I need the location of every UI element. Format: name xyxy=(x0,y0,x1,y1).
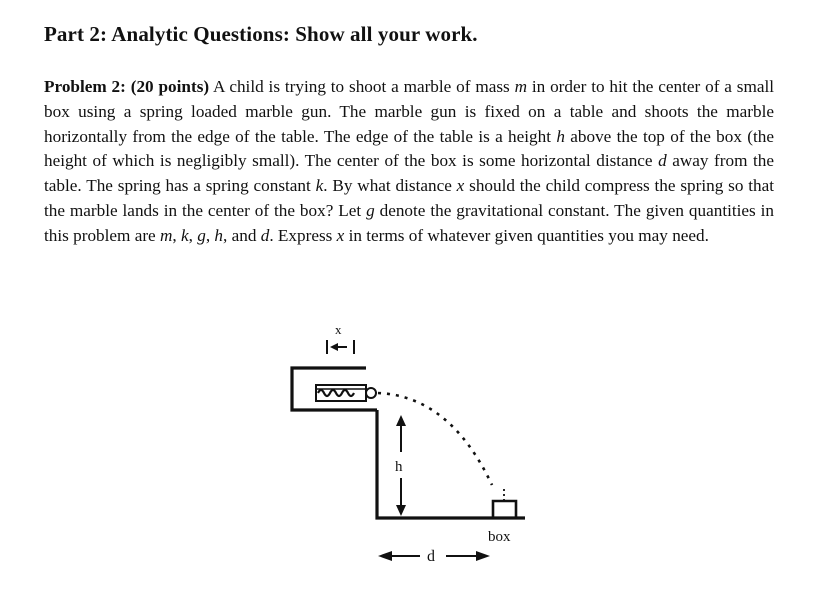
spring-gun xyxy=(316,385,376,401)
var-m: m xyxy=(514,77,527,96)
diagram-svg xyxy=(270,318,570,588)
problem-text: . By what distance xyxy=(323,176,452,196)
problem-label: Problem 2: (20 points) xyxy=(44,77,210,96)
table xyxy=(292,368,525,518)
problem-text: above the top of the box (the height of which is negligibly small). The center of the box is some horizontal distance xyxy=(44,126,774,171)
var-h: h xyxy=(556,126,565,146)
problem-text: in order to hit the center of a small box using a spring loaded marble gun. The marble gun is fixed on a table and shoots the marble horizontally from the edge of the table. The edge of the table is a height xyxy=(44,77,774,146)
problem-text: denote the gravitational constant. The given quantities in this problem are xyxy=(44,200,775,245)
var-d: d xyxy=(658,151,667,171)
var-x: x xyxy=(336,225,345,245)
var-x: x xyxy=(456,176,465,196)
var-h: h xyxy=(214,225,224,245)
var-k: k xyxy=(315,176,324,196)
problem-text: . Express xyxy=(269,225,333,245)
problem-text: , xyxy=(188,225,193,245)
var-g: g xyxy=(366,200,375,220)
box xyxy=(493,489,516,518)
x-label: x xyxy=(335,322,342,337)
problem-text: , xyxy=(172,225,177,245)
section-heading: Part 2: Analytic Questions: Show all your work. xyxy=(44,22,478,46)
var-m: m xyxy=(159,225,173,245)
h-label: h xyxy=(395,459,403,475)
problem-text: should the child compress the spring so that the marble lands in the center of the box? Let xyxy=(44,176,775,220)
problem-text: , and xyxy=(223,225,257,245)
problem-text: away from the table. The spring has a spring constant xyxy=(44,151,774,196)
d-label: d xyxy=(427,548,435,565)
problem-text: A child is trying to shoot a marble of mass xyxy=(213,77,510,96)
problem-text: in terms of whatever given quantities you may need. xyxy=(348,225,709,245)
box-label: box xyxy=(488,529,511,545)
var-g: g xyxy=(197,225,206,245)
var-d: d xyxy=(260,225,270,245)
marble xyxy=(366,388,376,398)
compression-arrow xyxy=(327,340,354,354)
problem-statement xyxy=(44,75,774,249)
problem-text: , xyxy=(205,225,211,245)
marble-gun-diagram xyxy=(270,318,570,588)
var-k: k xyxy=(181,225,189,245)
